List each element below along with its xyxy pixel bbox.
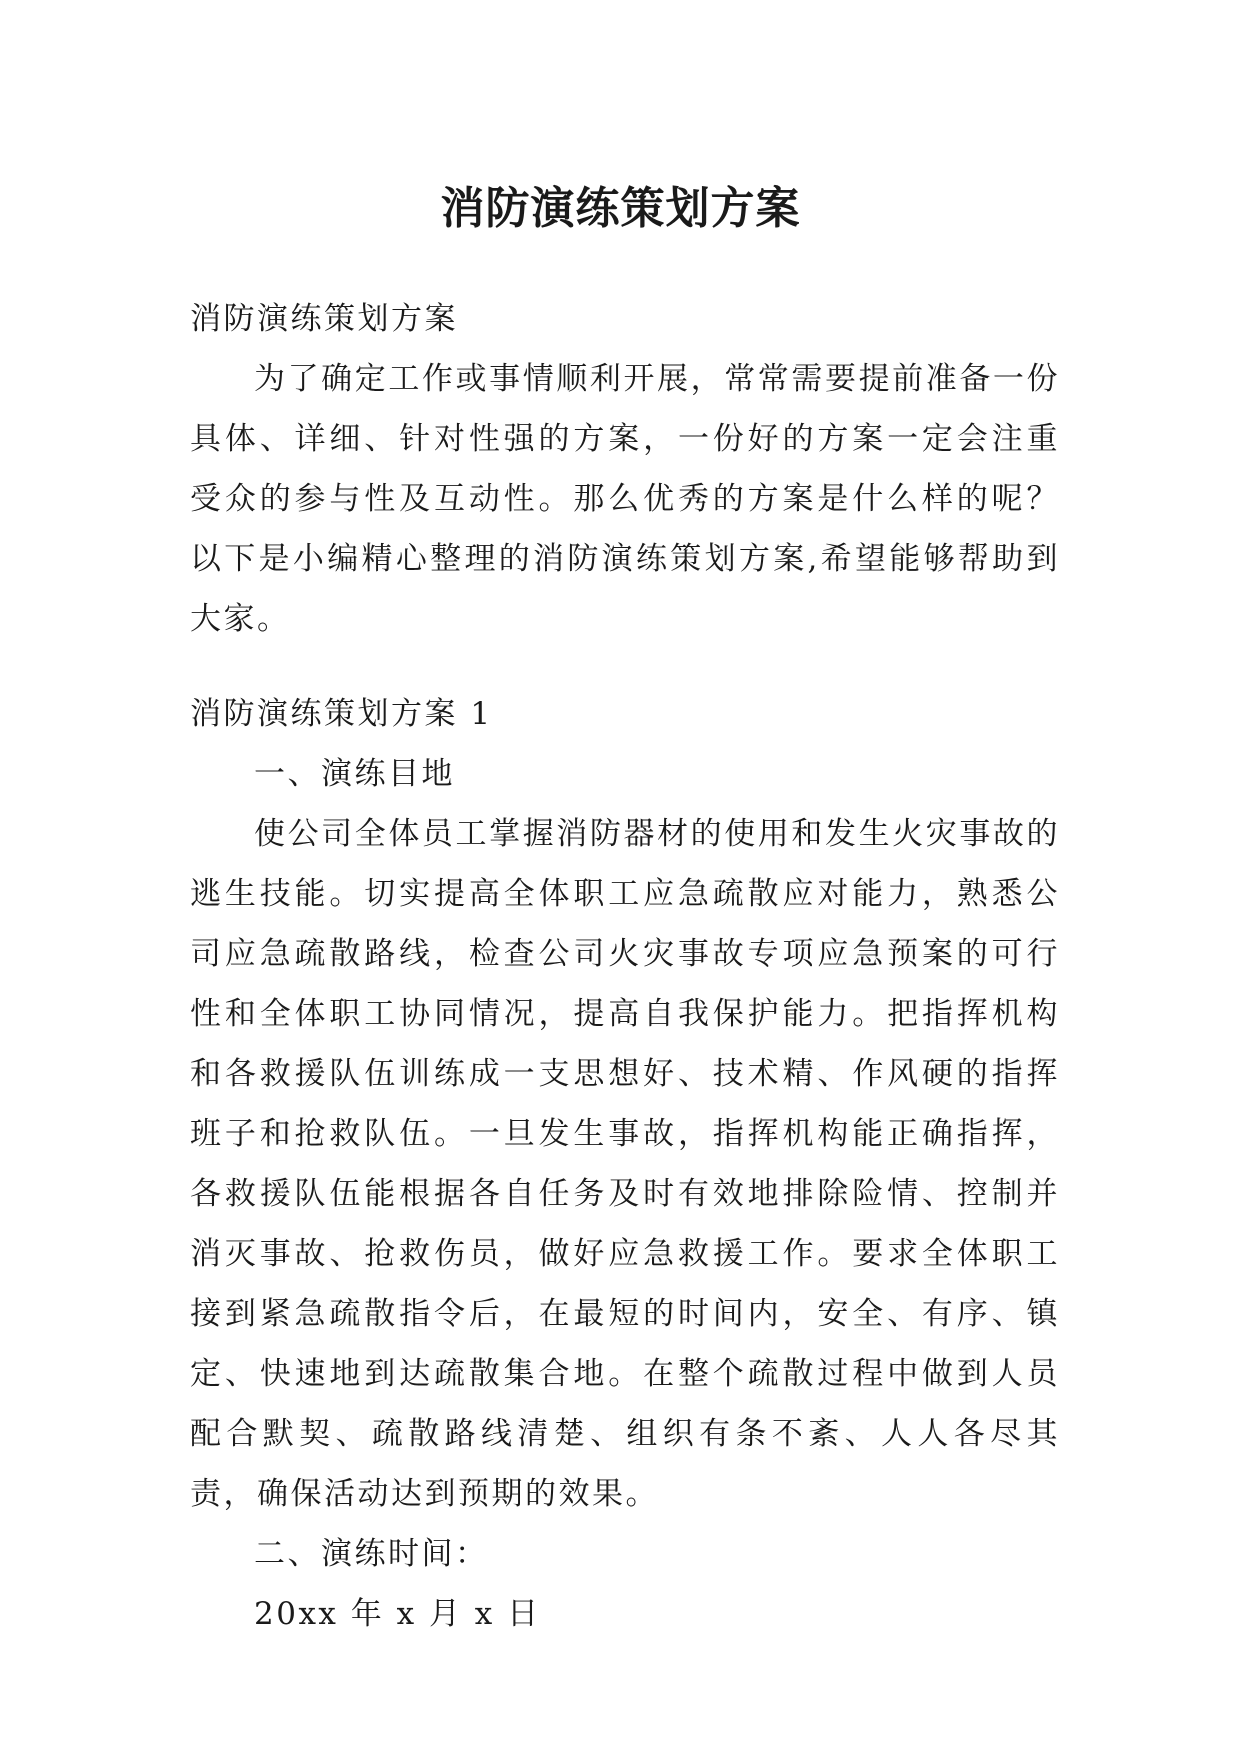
date-line: 20xx 年 x 月 x 日 [254,1596,541,1632]
section-heading-time: 二、演练时间： [254,1536,489,1572]
document-title: 消防演练策划方案 [440,183,801,235]
document-body [190,289,1060,1644]
purpose-paragraph: 使公司全体员工掌握消防器材的使用和发生火灾事故的逃生技能。切实提高全体职工应急疏散应对能力，熟悉公司应急疏散路线，检查公司火灾事故专项应急预案的可行性和全体职工协同情况，提高自我保护能力。把指挥机构和各救援队伍训练成一支思想好、技术精、作风硬的指挥班子和抢救队伍。一旦发生事故，指挥机构能正确指挥，各救援队伍能根据各自任务及时有效地排除险情、控制并消灭事故、抢救伤员，做好应急救援工作。要求全体职工接到紧急疏散指令后，在最短的时间内，安全、有序、镇定、快速地到达疏散集合地。在整个疏散过程中做到人员配合默契、疏散路线清楚、组织有条不紊、人人各尽其责，确保活动达到预期的效果。 [190,816,1060,1512]
section-heading: 消防演练策划方案 [190,301,458,337]
plan-heading: 消防演练策划方案 1 [190,696,493,732]
intro-paragraph: 为了确定工作或事情顺利开展，常常需要提前准备一份具体、详细、针对性强的方案，一份好的方案一定会注重受众的参与性及互动性。那么优秀的方案是什么样的呢？以下是小编精心整理的消防演练策划方案,希望能够帮助到大家。 [190,361,1060,637]
section-heading-purpose: 一、演练目地 [254,756,455,792]
